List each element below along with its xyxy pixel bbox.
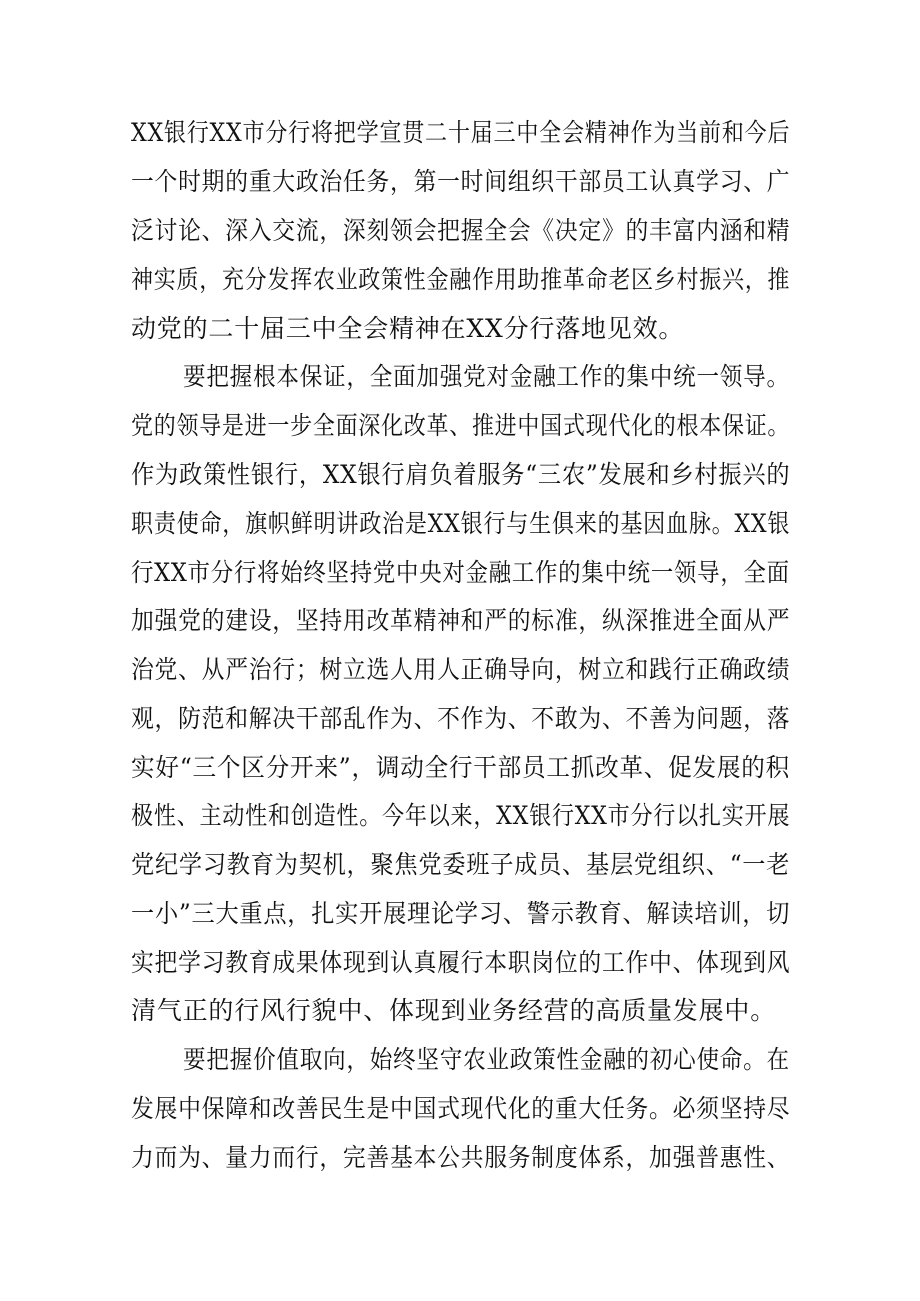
text-line: 泛讨论、深入交流，深刻领会把握全会《决定》的丰富内涵和精 (131, 216, 791, 245)
text-line: 力而为、量力而行，完善基本公共服务制度体系，加强普惠性、 (131, 1143, 791, 1172)
text-line: 治党、从严治行；树立选人用人正确导向，树立和践行正确政绩 (131, 655, 791, 684)
text-line: 神实质，充分发挥农业政策性金融作用助推革命老区乡村振兴，推 (131, 265, 791, 294)
text-line: XX银行XX市分行将把学宣贯二十届三中全会精神作为当前和今后 (131, 118, 791, 147)
text-line: 作为政策性银行，XX银行肩负着服务“三农”发展和乡村振兴的 (131, 460, 791, 489)
text-line: 行XX市分行将始终坚持党中央对金融工作的集中统一领导，全面 (131, 558, 790, 587)
text-line: 动党的二十届三中全会精神在XX分行落地见效。 (131, 314, 685, 343)
text-line: 党的领导是进一步全面深化改革、推进中国式现代化的根本保证。 (131, 411, 791, 440)
text-line: 一小”三大重点，扎实开展理论学习、警示教育、解读培训，切 (131, 899, 791, 928)
text-line: 职责使命，旗帜鲜明讲政治是XX银行与生俱来的基因血脉。XX银 (131, 509, 791, 538)
paragraph-start-line: 要把握根本保证，全面加强党对金融工作的集中统一领导。 (183, 362, 790, 391)
text-line: 发展中保障和改善民生是中国式现代化的重大任务。必须坚持尽 (131, 1094, 791, 1123)
text-line: 一个时期的重大政治任务，第一时间组织干部员工认真学习、广 (131, 167, 791, 196)
paragraph-start-line: 要把握价值取向，始终坚守农业政策性金融的初心使命。在 (183, 1045, 790, 1074)
text-line: 实把学习教育成果体现到认真履行本职岗位的工作中、体现到风 (131, 948, 791, 977)
text-line: 极性、主动性和创造性。今年以来，XX银行XX市分行以扎实开展 (131, 801, 791, 830)
text-line: 党纪学习教育为契机，聚焦党委班子成员、基层党组织、“一老 (131, 850, 791, 879)
text-line: 实好“三个区分开来”，调动全行干部员工抓改革、促发展的积 (131, 753, 790, 782)
text-line: 加强党的建设，坚持用改革精神和严的标准，纵深推进全面从严 (131, 606, 791, 635)
text-line: 观，防范和解决干部乱作为、不作为、不敢为、不善为问题，落 (131, 704, 791, 733)
text-line: 清气正的行风行貌中、体现到业务经营的高质量发展中。 (131, 996, 777, 1025)
